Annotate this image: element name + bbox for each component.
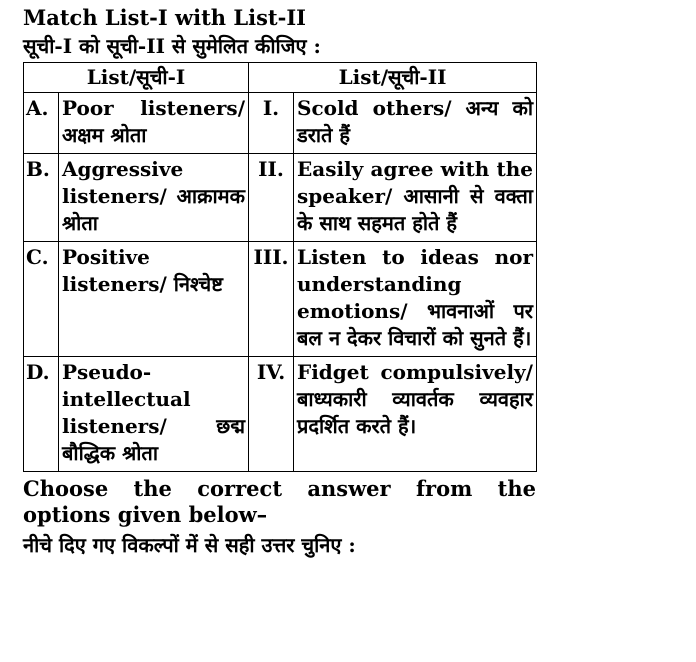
row-numeral: III. (249, 242, 294, 357)
match-table (23, 62, 537, 472)
row-numeral: I. (249, 93, 294, 154)
list-one-item: Poor listeners/ अक्षम श्रोता (59, 93, 249, 154)
instruction-hi: नीचे दिए गए विकल्पों में से सही उत्तर चुनिए : (23, 533, 356, 557)
question-title-en: Match List-I with List-II (23, 5, 306, 30)
instruction-en: Choose the correct answer from the options given below– (23, 476, 536, 527)
list-two-item: Easily agree with the speaker/ आसानी से वक्ता के साथ सहमत होते हैं (294, 154, 537, 242)
table-row (24, 357, 537, 472)
table-row (24, 93, 537, 154)
table-header-row (24, 63, 537, 93)
list-one-item: Pseudo-intellectual listeners/ छद्म बौद्धिक श्रोता (59, 357, 249, 472)
question-block (23, 4, 536, 560)
list-one-item: Aggressive listeners/ आक्रामक श्रोता (59, 154, 249, 242)
list-one-item: Positive listeners/ निश्चेष्ट (59, 242, 249, 357)
row-numeral: II. (249, 154, 294, 242)
list-two-item: Listen to ideas nor understanding emotions/ भावनाओं पर बल न देकर विचारों को सुनते हैं। (294, 242, 537, 357)
table-row (24, 154, 537, 242)
list-two-item: Fidget compulsively/ बाध्यकारी व्यावर्तक व्यवहार प्रदर्शित करते हैं। (294, 357, 537, 472)
list-one-header: List/सूची-I (24, 63, 249, 93)
table-row (24, 242, 537, 357)
instructions (23, 476, 536, 560)
question-title-hi: सूची-I को सूची-II से सुमेलित कीजिए : (23, 34, 321, 58)
row-label: D. (24, 357, 59, 472)
list-two-header: List/सूची-II (249, 63, 537, 93)
row-label: B. (24, 154, 59, 242)
row-label: A. (24, 93, 59, 154)
list-two-item: Scold others/ अन्य को डराते हैं (294, 93, 537, 154)
row-label: C. (24, 242, 59, 357)
row-numeral: IV. (249, 357, 294, 472)
